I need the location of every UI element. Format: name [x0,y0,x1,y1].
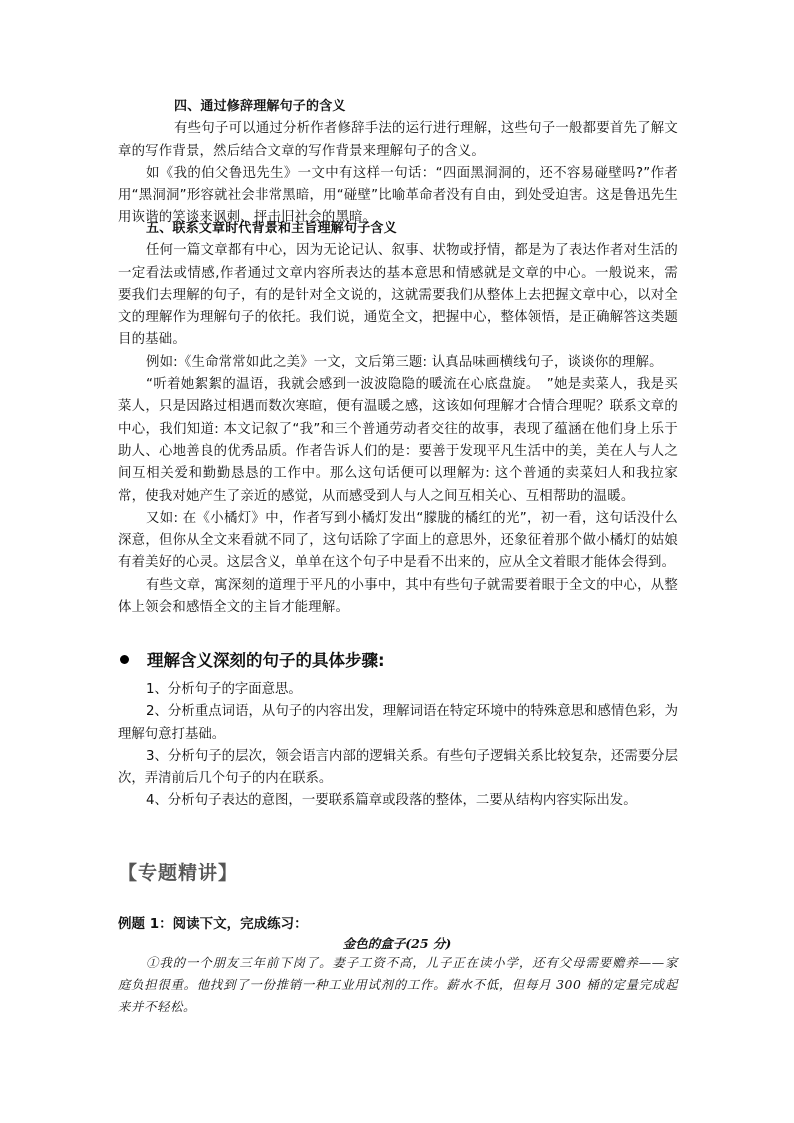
steps-list [118,679,678,813]
section-four [118,96,678,230]
paragraph: 例如:《生命常常如此之美》一文，文后第三题: 认真品味画横线句子，谈谈你的理解。 [146,354,663,370]
list-item: 2、分析重点词语，从句子的内容出发，理解词语在特定环境中的特殊意思和感情色彩，为理解句意打基础。 [118,704,678,742]
story-paragraph: ①我的一个朋友三年前下岗了。妻子工资不高，儿子正在读小学，还有父母需要赡养——家庭负担很重。他找到了一份推销一种工业用试剂的工作。薪水不低，但每月 300 桶的定量完成起来并不轻松。 [118,955,678,1014]
paragraph: 有些句子可以通过分析作者修辞手法的运行进行理解，这些句子一般都要首先了解文章的写作背景，然后结合文章的写作背景来理解句子的含义。 [118,121,678,159]
special-section-title: 【专题精讲】 [118,862,239,884]
example-heading: 例题 1：阅读下文，完成练习： [118,916,308,932]
list-item: 4、分析句子表达的意图，一要联系篇章或段落的整体，二要从结构内容实际出发。 [146,793,637,809]
steps-heading [120,647,385,671]
bullet-icon [120,655,129,664]
paragraph: 又如: 在《小橘灯》中，作者写到小橘灯发出“朦胧的橘红的光”，初一看，这句话没什么深意，但你从全文来看就不同了，这句话除了字面上的意思外，还象征着那个做小橘灯的姑娘有着美好的心灵。这层含义，单单在这个句子中是看不出来的，应从全文着眼才能体会得到。 [118,510,678,571]
story-title: 金色的盒子(25 分) [342,936,452,951]
paragraph: 任何一篇文章都有中心，因为无论记认、叙事、状物或抒情，都是为了表达作者对生活的一定看法或情感,作者通过文章内容所表达的基本意思和情感就是文章的中心。一般说来，需要我们去理解的句子，有的是针对全文说的，这就需要我们从整体上去把握文章中心，以对全文的理解作为理解句子的依托。我们说，通览全文，把握中心，整体领悟，是正确解答这类题目的基础。 [118,243,678,348]
section-five [118,218,678,619]
paragraph: 有些文章，寓深刻的道理于平凡的小事中，其中有些句子就需要着眼于全文的中心，从整体上领会和感悟全文的主旨才能理解。 [118,577,678,616]
list-item: 1、分析句子的字面意思。 [146,682,302,697]
list-item: 3、分析句子的层次，领会语言内部的逻辑关系。有些句子逻辑关系比较复杂，还需要分层次，弄清前后几个句子的内在联系。 [118,748,678,787]
paragraph: 如《我的伯父鲁迅先生》一文中有这样一句话：“四面黑洞洞的，还不容易碰壁吗?”作者用“黑洞洞”形容就社会非常黑暗，用“碰壁”比喻革命者没有自由，到处受迫害。这是鲁迅先生用诙谐的笑谈来讽刺、抨击旧社会的黑暗。 [118,165,678,226]
steps-heading-text: 理解含义深刻的句子的具体步骤: [147,651,385,670]
section-five-heading: 五、联系文章时代背景和主旨理解句子含义 [146,221,397,236]
paragraph: “听着她絮絮的温语，我就会感到一波波隐隐的暖流在心底盘旋。 ”她是卖菜人，我是买菜人，只是因路过相遇而数次寒暄，便有温暖之感，这该如何理解才合情合理呢？联系文章的中心，我们知道: 本文记叙了“我”和三个普通劳动者交往的故事，表现了蕴涵在他们身上乐于助人、心地善良的优秀品质。作者告诉人们的是：要善于发现平凡生活中的美，美在人与人之间互相关爱和勤勤恳恳的工作中。那么这句话便可以理解为: 这个普通的卖菜妇人和我拉家常，使我对她产生了亲近的感觉，从而感受到人与人之间互相关心、互相帮助的温暖。 [118,377,678,504]
section-four-heading: 四、通过修辞理解句子的含义 [174,99,346,114]
